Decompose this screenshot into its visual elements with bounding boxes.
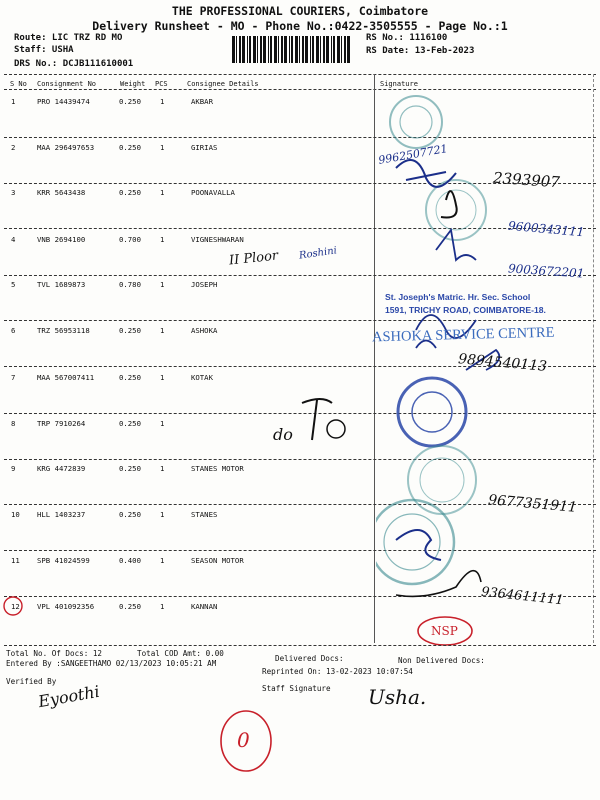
staff-signature: Usha. [368,685,427,709]
cell-sno: 6 [11,326,16,335]
cell-cons: MAA 296497653 [37,143,95,152]
col-sno: S No [10,80,27,88]
stamp-stanes-motor [408,446,476,514]
handwritten-name-note: Roshini [298,245,338,262]
cell-cons: MAA 567007411 [37,373,95,382]
cell-weight: 0.250 [119,326,141,335]
cell-sno: 12 [11,602,20,611]
cell-pcs: 1 [160,235,165,244]
cell-weight: 0.780 [119,280,141,289]
handwritten-initial-row8 [292,395,356,445]
cell-weight: 0.250 [119,464,141,473]
non-delivered-docs: Non Delivered Docs: [398,656,485,665]
cell-pcs: 1 [160,602,165,611]
cell-cons: VNB 2694100 [37,235,86,244]
cell-pcs: 1 [160,419,165,428]
cell-name: STANES [191,510,218,519]
stamp-stanes [376,500,454,584]
col-pcs: PCS [155,80,168,88]
cell-sno: 1 [11,97,16,106]
cell-weight: 0.250 [119,97,141,106]
stamp-ashoka-service: ASHOKA SERVICE CENTRE [371,324,555,346]
col-weight: Weight [120,80,146,88]
stamp-joseph-address: 1591, TRICHY ROAD, COIMBATORE-18. [385,305,546,315]
cell-name: AKBAR [191,97,213,106]
handwritten-phone-row6: 9894540113 [457,351,548,375]
signature-column-divider [374,74,375,643]
cell-name: GIRIAS [191,143,218,152]
cell-cons: KRR 5643438 [37,188,86,197]
handwritten-phone-row4: 9600343111 [507,218,585,240]
entered-by: Entered By :SANGEETHAMO 02/13/2023 10:05:21 AM [6,659,217,668]
cell-sno: 2 [11,143,16,152]
col-consignment: Consignment No [37,80,97,88]
stamp-akbar [390,96,442,148]
delivered-docs: Delivered Docs: [275,654,344,663]
cell-name: KOTAK [191,373,213,382]
col-consignee: Consignee Details [187,80,259,88]
handwritten-phone-row12: 9364611111 [480,584,565,609]
handwritten-number-row3: 2393907 [492,168,561,192]
route-label: Route: LIC TRZ RD MO [14,33,123,43]
cell-pcs: 1 [160,143,165,152]
rs-number: RS No.: 1116100 [366,33,448,43]
cell-name: POONAVALLA [191,188,235,197]
cell-weight: 0.250 [119,143,141,152]
cell-pcs: 1 [160,188,165,197]
cell-cons: TVL 1689873 [37,280,86,289]
verified-signature: Eyoothi [36,681,102,712]
footer-top-rule [4,645,596,646]
handwritten-phone-row2: 9962507721 [377,142,449,167]
circled-mark-text: 0 [237,728,250,752]
cell-pcs: 1 [160,373,165,382]
cell-weight: 0.250 [119,419,141,428]
cell-name: VIGNESHWARAN [191,235,244,244]
cell-cons: VPL 401092356 [37,602,95,611]
cell-name: ASHOKA [191,326,218,335]
cell-pcs: 1 [160,556,165,565]
cell-name: KANNAN [191,602,218,611]
cell-sno: 11 [11,556,20,565]
row12-circle [2,595,24,617]
stamp-kotak [398,378,466,446]
cell-sno: 10 [11,510,20,519]
barcode-image [232,36,354,63]
cell-weight: 0.250 [119,373,141,382]
cell-pcs: 1 [160,464,165,473]
cell-name: STANES MOTOR [191,464,244,473]
cell-pcs: 1 [160,280,165,289]
cell-sno: 9 [11,464,16,473]
cell-name: SEASON MOTOR [191,556,244,565]
cell-weight: 0.250 [119,602,141,611]
verified-by-label: Verified By [6,677,57,686]
cell-sno: 3 [11,188,16,197]
handwritten-floor-note: II Ploor [228,248,279,269]
cell-weight: 0.400 [119,556,141,565]
reprinted-on: Reprinted On: 13-02-2023 10:07:54 [262,667,413,676]
cell-pcs: 1 [160,326,165,335]
cell-cons: SPB 41024599 [37,556,90,565]
cell-weight: 0.250 [119,510,141,519]
cell-cons: TRP 7910264 [37,419,86,428]
col-signature: Signature [380,80,418,88]
cell-sno: 8 [11,419,16,428]
cell-cons: HLL 1403237 [37,510,86,519]
runsheet-subtitle: Delivery Runsheet - MO - Phone No.:0422-3505555 - Page No.:1 [92,19,508,33]
cell-weight: 0.250 [119,188,141,197]
handwritten-phone-row5: 9003672201 [507,261,585,281]
table-top-rule [4,74,596,75]
cell-sno: 4 [11,235,16,244]
handwritten-nsp: NSP [431,624,458,638]
staff-label: Staff: USHA [14,45,74,55]
cell-weight: 0.700 [119,235,141,244]
cell-cons: TRZ 56953118 [37,326,90,335]
cell-pcs: 1 [160,97,165,106]
cell-cons: KRG 4472839 [37,464,86,473]
cell-name: JOSEPH [191,280,218,289]
stamp-joseph-school: St. Joseph's Matric. Hr. Sec. School [385,292,531,302]
total-docs: Total No. Of Docs: 12 [6,649,103,658]
cell-pcs: 1 [160,510,165,519]
staff-signature-label: Staff Signature [262,684,331,693]
cell-sno: 5 [11,280,16,289]
total-cod: Total COD Amt: 0.00 [137,649,224,658]
handwritten-mark-row8: do [273,425,293,444]
handwritten-phone-row10: 9677351911 [487,492,578,516]
cell-sno: 7 [11,373,16,382]
company-title: THE PROFESSIONAL COURIERS, Coimbatore [171,4,429,18]
cell-cons: PRO 14439474 [37,97,90,106]
rs-date: RS Date: 13-Feb-2023 [366,46,475,56]
drs-number: DRS No.: DCJB111610001 [14,59,134,69]
nsp-circle [415,614,475,648]
